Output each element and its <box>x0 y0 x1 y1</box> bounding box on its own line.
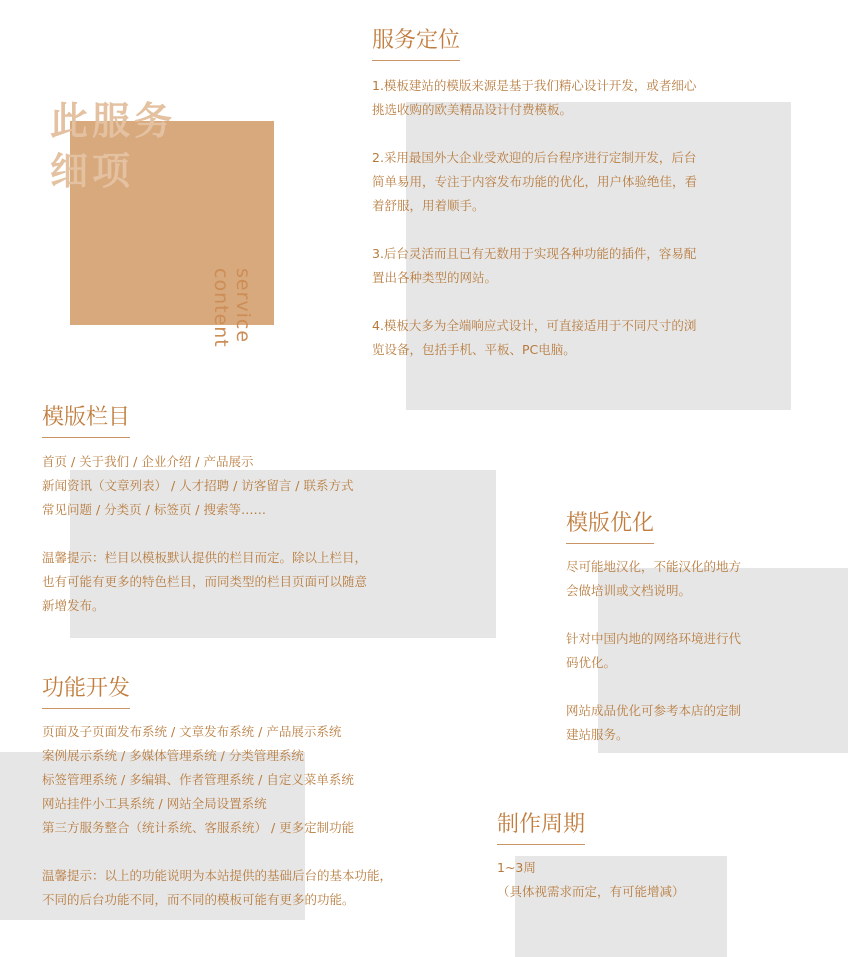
positioning-item-4-line-2: 览设备，包括手机、平板、PC电脑。 <box>372 342 576 357</box>
features-line-2: 案例展示系统 / 多媒体管理系统 / 分类管理系统 <box>42 748 304 763</box>
positioning-title: 服务定位 <box>372 26 460 61</box>
columns-tip-line-2: 也有可能有更多的特色栏目，而同类型的栏目页面可以随意 <box>42 574 368 589</box>
positioning-item-2-line-3: 着舒服，用着顺手。 <box>372 198 485 213</box>
features-title: 功能开发 <box>42 674 130 709</box>
period-title: 制作周期 <box>497 810 585 845</box>
features-line-3: 标签管理系统 / 多编辑、作者管理系统 / 自定义菜单系统 <box>42 772 354 787</box>
columns-line-1: 首页 / 关于我们 / 企业介绍 / 产品展示 <box>42 454 254 469</box>
hero-title-line2: 细项 <box>50 149 135 193</box>
hero-en-line1: service <box>232 268 254 344</box>
positioning-item-2-line-2: 简单易用，专注于内容发布功能的优化，用户体验绝佳，看 <box>372 174 698 189</box>
features-body <box>42 720 392 912</box>
columns-line-2: 新闻资讯（文章列表） / 人才招聘 / 访客留言 / 联系方式 <box>42 478 354 493</box>
optimize-item-3-line-2: 建站服务。 <box>566 727 629 742</box>
period-body <box>497 856 685 904</box>
columns-title: 模版栏目 <box>42 403 130 438</box>
optimize-item-2-line-1: 针对中国内地的网络环境进行代 <box>566 631 742 646</box>
period-line-2: （具体视需求而定，有可能增减） <box>497 884 685 899</box>
positioning-item-1-line-1: 1.模板建站的模版来源是基于我们精心设计开发，或者细心 <box>372 78 697 93</box>
positioning-item-3-line-2: 置出各种类型的网站。 <box>372 270 498 285</box>
columns-tip-line-3: 新增发布。 <box>42 598 105 613</box>
columns-line-3: 常见问题 / 分类页 / 标签页 / 搜索等…… <box>42 502 266 517</box>
optimize-title: 模版优化 <box>566 509 654 544</box>
features-tip-line-1: 温馨提示：以上的功能说明为本站提供的基础后台的基本功能， <box>42 868 393 883</box>
hero-english-label <box>210 268 254 348</box>
positioning-item-4-line-1: 4.模板大多为全端响应式设计，可直接适用于不同尺寸的浏 <box>372 318 697 333</box>
features-tip-line-2: 不同的后台功能不同，而不同的模板可能有更多的功能。 <box>42 892 355 907</box>
hero-en-line2: content <box>210 268 232 348</box>
positioning-item-1-line-2: 挑选收购的欧美精品设计付费模板。 <box>372 102 573 117</box>
features-line-5: 第三方服务整合（统计系统、客服系统） / 更多定制功能 <box>42 820 355 835</box>
optimize-item-1-line-2: 会做培训或文档说明。 <box>566 583 692 598</box>
positioning-item-3-line-1: 3.后台灵活而且已有无数用于实现各种功能的插件，容易配 <box>372 246 697 261</box>
columns-tip-line-1: 温馨提示：栏目以模板默认提供的栏目而定。除以上栏目， <box>42 550 368 565</box>
columns-body <box>42 450 367 618</box>
hero-title-line1: 此服务 <box>50 99 177 143</box>
positioning-item-2-line-1: 2.采用最国外大企业受欢迎的后台程序进行定制开发，后台 <box>372 150 697 165</box>
optimize-item-1-line-1: 尽可能地汉化，不能汉化的地方 <box>566 559 742 574</box>
optimize-item-3-line-1: 网站成品优化可参考本店的定制 <box>566 703 742 718</box>
optimize-body <box>566 555 741 747</box>
hero-title <box>50 96 176 196</box>
optimize-item-2-line-2: 码优化。 <box>566 655 617 670</box>
features-line-1: 页面及子页面发布系统 / 文章发布系统 / 产品展示系统 <box>42 724 342 739</box>
features-line-4: 网站挂件小工具系统 / 网站全局设置系统 <box>42 796 267 811</box>
period-line-1: 1~3周 <box>497 860 536 875</box>
positioning-body <box>372 74 697 362</box>
